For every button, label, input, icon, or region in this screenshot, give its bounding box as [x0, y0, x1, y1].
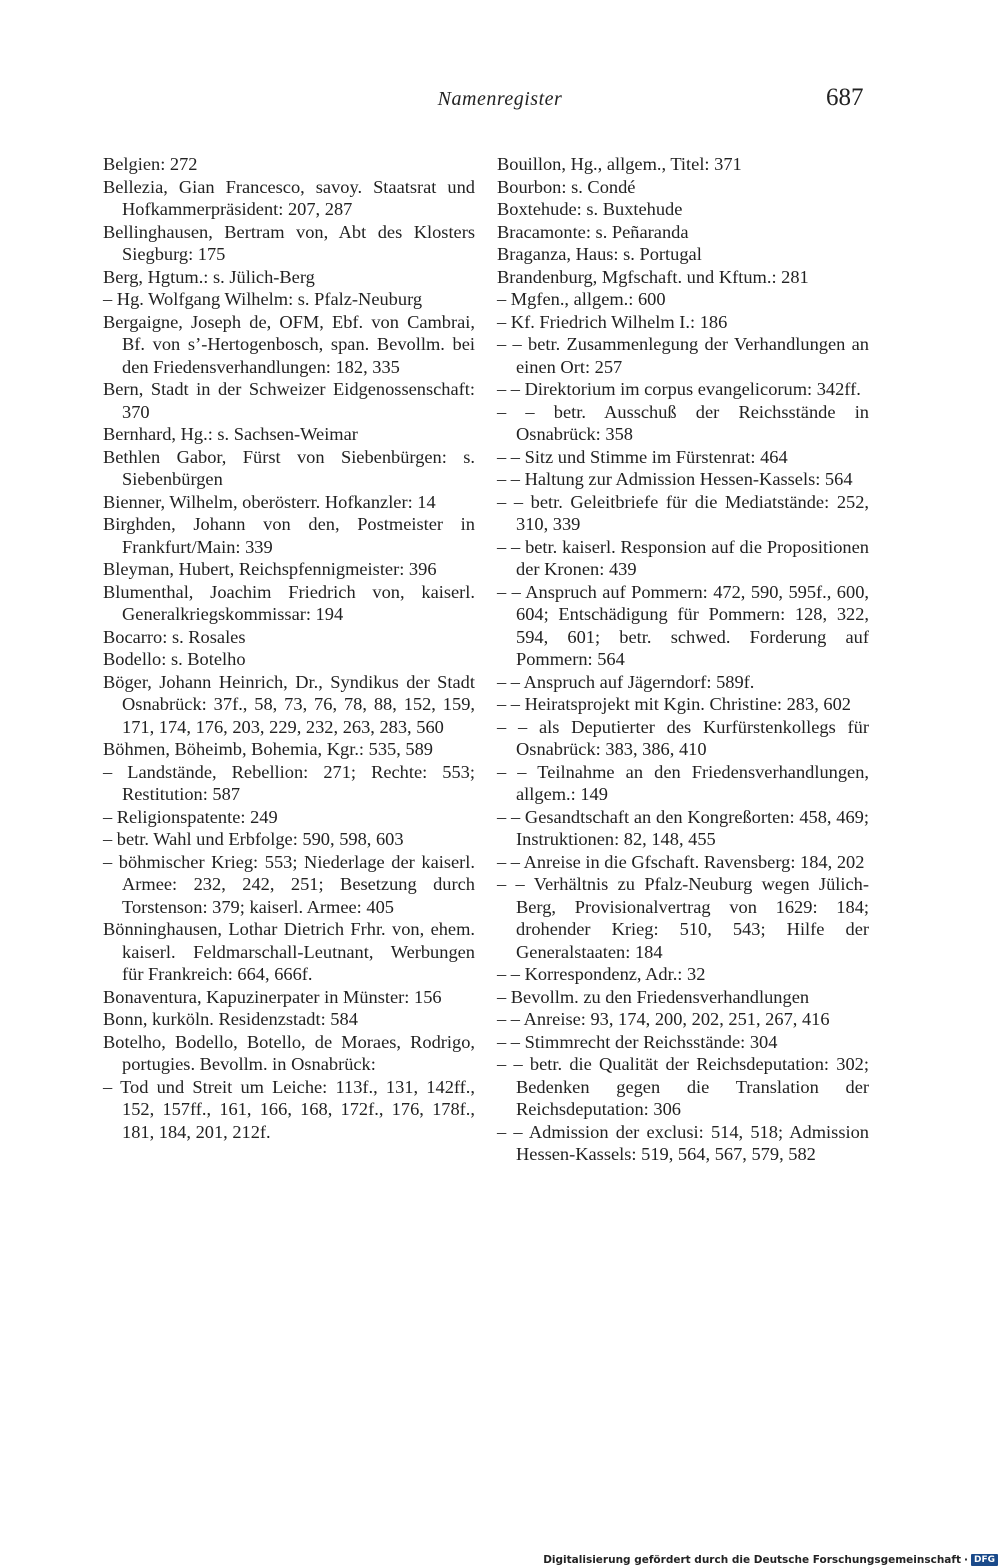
index-entry: Bonn, kurköln. Residenzstadt: 584 [103, 1009, 358, 1029]
index-column-right [497, 153, 869, 1166]
index-entry: Berg, Hgtum.: s. Jülich-Berg [103, 266, 315, 287]
index-entry: Bergaigne, Joseph de, OFM, Ebf. von Cambrai, Bf. von s’-Hertogenbosch, span. Bevollm. bei den Friedensverhandlungen: 182, 335 [103, 311, 475, 377]
index-entry: – Mgfen., allgem.: 600 [497, 289, 666, 309]
index-entry: Belgien: 272 [103, 154, 198, 174]
index-entry: – – Direktorium im corpus evangelicorum: 342ff. [497, 379, 861, 399]
index-entry: – – Anspruch auf Pommern: 472, 590, 595f., 600, 604; Entschädigung für Pommern: 128, 322, 594, 601; betr. schwed. Forderung auf Pommern: 564 [497, 581, 869, 669]
index-entry: – böhmischer Krieg: 553; Niederlage der kaiserl. Armee: 232, 242, 251; Besetzung durch Torstenson: 379; kaiserl. Armee: 405 [103, 851, 475, 917]
index-entry: – – Heiratsprojekt mit Kgin. Christine: 283, 602 [497, 694, 851, 714]
index-entry: Bleyman, Hubert, Reichspfennigmeister: 396 [103, 559, 437, 579]
index-entry: – Religionspatente: 249 [103, 806, 278, 827]
index-entry: Bienner, Wilhelm, oberösterr. Hofkanzler: 14 [103, 491, 436, 512]
index-entry: Botelho, Bodello, Botello, de Moraes, Rodrigo, portugies. Bevollm. in Osnabrück: [103, 1031, 475, 1074]
index-entry: Bern, Stadt in der Schweizer Eidgenossenschaft: 370 [103, 379, 475, 422]
index-entry: – Kf. Friedrich Wilhelm I.: 186 [497, 311, 728, 332]
index-entry: – – Haltung zur Admission Hessen-Kassels: 564 [497, 469, 853, 489]
index-column-left [103, 153, 475, 1143]
index-entry: – Landstände, Rebellion: 271; Rechte: 553; Restitution: 587 [103, 761, 475, 804]
index-entry: – – als Deputierter des Kurfürstenkollegs für Osnabrück: 383, 386, 410 [497, 716, 869, 759]
index-entry: Bethlen Gabor, Fürst von Siebenbürgen: s. Siebenbürgen [103, 446, 475, 489]
index-entry: – – Anreise: 93, 174, 200, 202, 251, 267, 416 [497, 1009, 830, 1029]
index-entry: – Bevollm. zu den Friedensverhandlungen [497, 986, 810, 1007]
footer: Digitalisierung gefördert durch die Deutsche Forschungsgemeinschaft · DFG [543, 1554, 998, 1566]
index-entry: – Hg. Wolfgang Wilhelm: s. Pfalz-Neuburg [103, 289, 423, 309]
index-entry: Böger, Johann Heinrich, Dr., Syndikus der Stadt Osnabrück: 37f., 58, 73, 76, 78, 88, 152, 159, 171, 174, 176, 203, 229, 232, 263, 283, 560 [103, 671, 475, 737]
index-entry: – – Verhältnis zu Pfalz-Neuburg wegen Jülich-Berg, Provisionalvertrag von 1629: 184; drohender Krieg: 510, 543; Hilfe der Generalstaaten: 184 [497, 874, 869, 962]
index-entry: – – Korrespondenz, Adr.: 32 [497, 964, 706, 984]
dfg-logo-icon: DFG [971, 1554, 998, 1566]
index-entry: Blumenthal, Joachim Friedrich von, kaiserl. Generalkriegskommissar: 194 [103, 581, 475, 624]
index-entry: – – betr. Geleitbriefe für die Mediatstände: 252, 310, 339 [497, 491, 869, 534]
index-entry: – – Stimmrecht der Reichsstände: 304 [497, 1031, 778, 1052]
index-entry: Bodello: s. Botelho [103, 649, 246, 669]
index-entry: Bracamonte: s. Peñaranda [497, 221, 689, 242]
index-entry: – – Anspruch auf Jägerndorf: 589f. [497, 671, 755, 692]
index-entry: – – betr. die Qualität der Reichsdeputation: 302; Bedenken gegen die Translation der Reichsdeputation: 306 [497, 1054, 869, 1119]
running-header: Namenregister [437, 88, 563, 110]
index-entry: Birghden, Johann von den, Postmeister in Frankfurt/Main: 339 [103, 514, 475, 557]
index-entry: – – Admission der exclusi: 514, 518; Admission Hessen-Kassels: 519, 564, 567, 579, 582 [497, 1121, 869, 1164]
index-entry: – – Teilnahme an den Friedensverhandlungen, allgem.: 149 [497, 761, 869, 804]
footer-text: Digitalisierung gefördert durch die Deutsche Forschungsgemeinschaft [543, 1554, 961, 1566]
index-entry: Bocarro: s. Rosales [103, 626, 246, 647]
index-entry: – – betr. Zusammenlegung der Verhandlungen an einen Ort: 257 [497, 334, 869, 377]
index-entry: Böhmen, Böheimb, Bohemia, Kgr.: 535, 589 [103, 739, 433, 759]
index-entry: – betr. Wahl und Erbfolge: 590, 598, 603 [103, 829, 404, 849]
index-entry: – – Gesandtschaft an den Kongreßorten: 458, 469; Instruktionen: 82, 148, 455 [497, 806, 869, 849]
index-entry: Bönninghausen, Lothar Dietrich Frhr. von, ehem. kaiserl. Feldmarschall-Leutnant, Werbungen für Frankreich: 664, 666f. [103, 919, 475, 984]
index-entry: – – Sitz und Stimme im Fürstenrat: 464 [497, 446, 788, 467]
index-entry: – – betr. kaiserl. Responsion auf die Propositionen der Kronen: 439 [497, 536, 869, 579]
index-entry: – – Anreise in die Gfschaft. Ravensberg: 184, 202 [497, 851, 865, 872]
index-entry: Bellezia, Gian Francesco, savoy. Staatsrat und Hofkammerpräsident: 207, 287 [103, 176, 475, 219]
index-entry: Bernhard, Hg.: s. Sachsen-Weimar [103, 424, 358, 444]
index-entry: Boxtehude: s. Buxtehude [497, 199, 683, 219]
index-entry: Braganza, Haus: s. Portugal [497, 244, 702, 264]
index-entry: Bellinghausen, Bertram von, Abt des Klosters Siegburg: 175 [103, 221, 475, 264]
index-entry: Brandenburg, Mgfschaft. und Kftum.: 281 [497, 266, 809, 287]
index-entry: Bonaventura, Kapuzinerpater in Münster: 156 [103, 986, 442, 1007]
index-entry: Bourbon: s. Condé [497, 176, 636, 197]
index-entry: – Tod und Streit um Leiche: 113f., 131, 142ff., 152, 157ff., 161, 166, 168, 172f., 176, 178f., 181, 184, 201, 212f. [103, 1076, 475, 1142]
index-entry: Bouillon, Hg., allgem., Titel: 371 [497, 154, 742, 174]
index-entry: – – betr. Ausschuß der Reichsstände in Osnabrück: 358 [497, 401, 869, 444]
page-number: 687 [826, 84, 864, 111]
